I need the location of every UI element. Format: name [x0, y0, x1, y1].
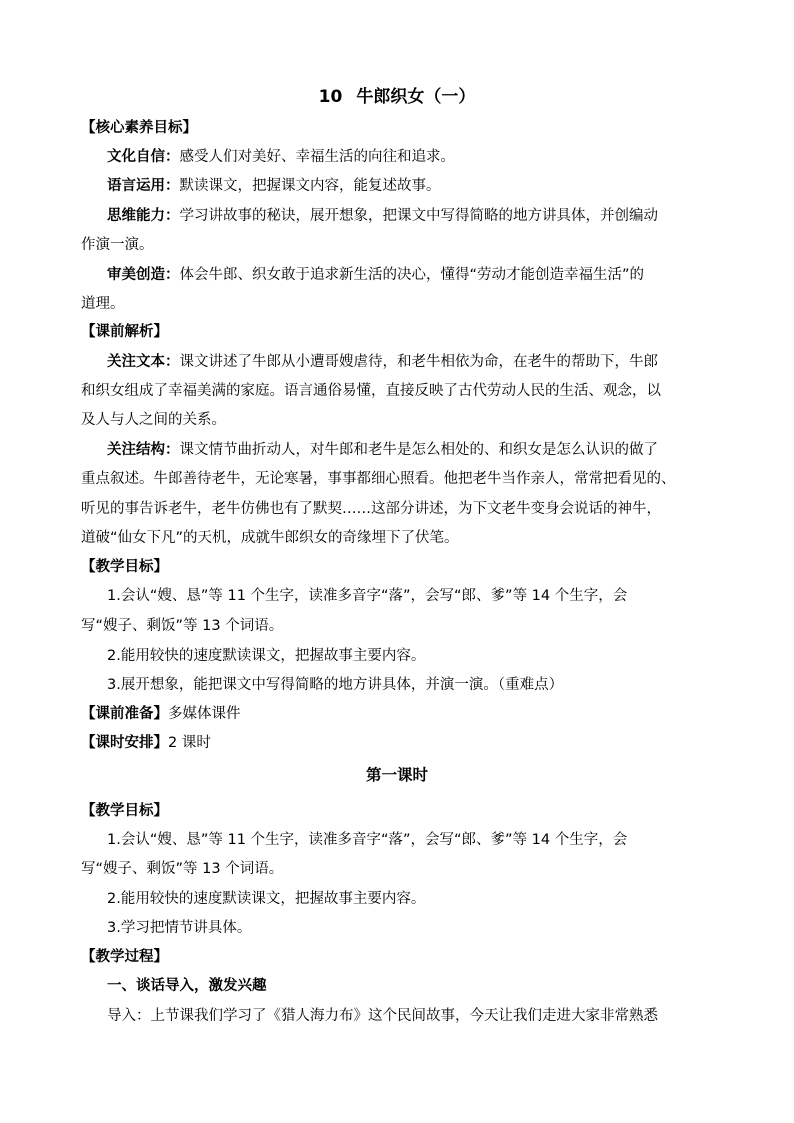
lesson1-goal-2: 2.能用较快的速度默读课文，把握故事主要内容。 [107, 891, 426, 907]
core-aesthetic-cont: 道理。 [81, 296, 125, 312]
core-goals-heading: 【核心素养目标】 [81, 120, 197, 136]
process-heading: 【教学过程】 [81, 949, 168, 965]
intro-text: 导入：上节课我们学习了《猎人海力布》这个民间故事，今天让我们走进大家非常熟悉 [107, 1008, 658, 1024]
analysis-structure-l4: 道破“仙女下凡”的天机，成就牛郎织女的奇缘埋下了伏笔。 [81, 530, 459, 546]
core-culture: 文化自信：感受人们对美好、幸福生活的向往和追求。 [107, 149, 455, 165]
lesson1-goals-heading: 【教学目标】 [81, 803, 168, 819]
lesson1-goal-3: 3.学习把情节讲具体。 [107, 920, 252, 936]
analysis-text-focus-l3: 及人与人之间的关系。 [81, 412, 226, 428]
core-language: 语言运用：默读课文，把握课文内容，能复述故事。 [107, 178, 441, 194]
lesson1-goal-1-cont: 写“嫂子、剩饭”等 13 个词语。 [81, 861, 284, 877]
lesson1-title: 第一课时 [365, 766, 428, 784]
lesson-number: 10 [318, 87, 343, 107]
page-title [0, 86, 794, 108]
core-thinking-cont: 作演一演。 [81, 237, 154, 253]
analysis-text-focus-l2: 和织女组成了幸福美满的家庭。语言通俗易懂，直接反映了古代劳动人民的生活、观念，以 [81, 383, 661, 399]
goals-heading: 【教学目标】 [81, 559, 168, 575]
goal-1-cont: 写“嫂子、剩饭”等 13 个词语。 [81, 618, 284, 634]
goal-1: 1.会认“嫂、恳”等 11 个生字，读准多音字“落”，会写“郎、爹”等 14 个生字，会 [107, 588, 628, 604]
lesson-title: 牛郎织女（一） [356, 87, 476, 107]
lesson1-goal-1: 1.会认“嫂、恳”等 11 个生字，读准多音字“落”，会写“郎、爹”等 14 个生字，会 [107, 832, 628, 848]
goal-2: 2.能用较快的速度默读课文，把握故事主要内容。 [107, 648, 426, 664]
analysis-structure-l3: 听见的事告诉老牛，老牛仿佛也有了默契……这部分讲述，为下文老牛变身会说话的神牛， [81, 501, 661, 517]
prep-line: 【课前准备】多媒体课件 [81, 706, 241, 722]
schedule-line: 【课时安排】2 课时 [81, 735, 211, 751]
step-1-heading: 一、谈话导入，激发兴趣 [107, 978, 267, 994]
core-aesthetic: 审美创造：体会牛郎、织女敢于追求新生活的决心，懂得“劳动才能创造幸福生活”的 [107, 267, 645, 283]
analysis-structure-l2: 重点叙述。牛郎善待老牛，无论寒暑，事事都细心照看。他把老牛当作亲人，常常把看见的、 [81, 471, 676, 487]
analysis-heading: 【课前解析】 [81, 324, 168, 340]
goal-3: 3.展开想象，能把课文中写得简略的地方讲具体，并演一演。（重难点） [107, 677, 564, 693]
analysis-text-focus: 关注文本：课文讲述了牛郎从小遭哥嫂虐待，和老牛相依为命，在老牛的帮助下，牛郎 [107, 354, 658, 370]
core-thinking: 思维能力：学习讲故事的秘诀，展开想象，把课文中写得简略的地方讲具体，并创编动 [107, 208, 658, 224]
analysis-structure-focus: 关注结构：课文情节曲折动人，对牛郎和老牛是怎么相处的、和织女是怎么认识的做了 [107, 442, 658, 458]
